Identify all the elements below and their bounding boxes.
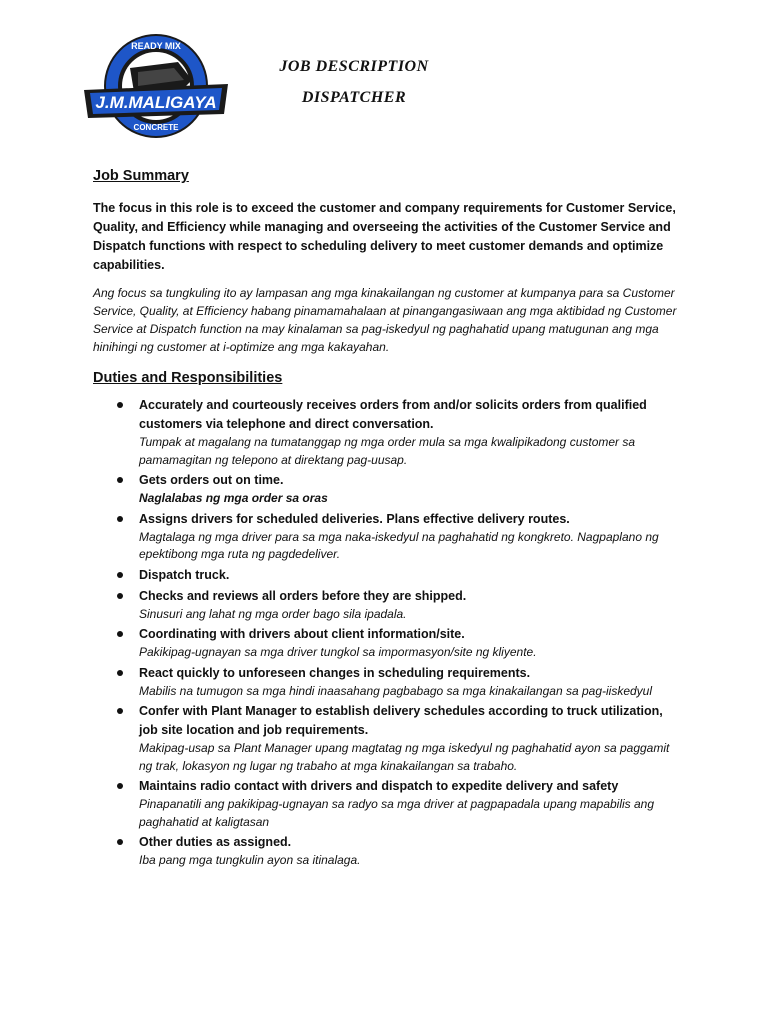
document-subtitle: DISPATCHER <box>301 89 407 106</box>
job-summary-english: The focus in this role is to exceed the customer and company requirements for Customer Service, Quality, and Efficiency while managing and overseeing the activities of the Customer Service and Dispatch functions with respect to scheduling delivery to meet customer demands and optimize capabilities. <box>93 201 676 272</box>
duty-item <box>93 702 683 775</box>
duty-tagalog: Mabilis na tumugon sa mga hindi inaasahang pagbabago sa mga kinakailangan sa pag-iiskedyul <box>139 683 653 698</box>
duties-heading: Duties and Responsibilities <box>93 370 283 386</box>
duty-item <box>93 625 683 662</box>
job-summary-heading: Job Summary <box>93 168 189 184</box>
duties-list <box>93 396 683 870</box>
document-header <box>244 58 464 107</box>
bullet-icon <box>117 477 123 483</box>
duty-english: Coordinating with drivers about client information/site. <box>139 627 465 641</box>
duty-tagalog: Tumpak at magalang na tumatanggap ng mga order mula sa mga kwalipikadong customer sa pamamagitan ng telepono at direktang pag-uusap. <box>139 435 636 467</box>
duty-item <box>93 587 683 624</box>
duty-english: Confer with Plant Manager to establish delivery schedules according to truck utilization, job site location and job requirements. <box>139 704 663 737</box>
bullet-icon <box>117 783 123 789</box>
duty-item <box>93 833 683 870</box>
duty-english: Dispatch truck. <box>139 567 230 582</box>
bullet-icon <box>117 572 123 578</box>
duty-english: React quickly to unforeseen changes in scheduling requirements. <box>139 665 531 680</box>
document-title: JOB DESCRIPTION <box>279 58 429 75</box>
duty-tagalog: Sinusuri ang lahat ng mga order bago sila ipadala. <box>139 606 407 621</box>
duty-english: Accurately and courteously receives orders from and/or solicits orders from qualified customers via telephone and direct conversation. <box>139 398 647 431</box>
duty-tagalog: Makipag-usap sa Plant Manager upang magtatag ng mga iskedyul ng paghahatid ayon sa paggamit ng trak, lokasyon ng lugar ng trabaho at mga kinakailangan sa trabaho. <box>139 741 670 773</box>
duty-tagalog: Pakikipag-ugnayan sa mga driver tungkol sa impormasyon/site ng kliyente. <box>139 645 537 659</box>
logo-brand-text: J.M.MALIGAYA <box>95 93 217 112</box>
bullet-icon <box>117 670 123 676</box>
document-body <box>93 168 683 872</box>
duty-item <box>93 566 683 585</box>
bullet-icon <box>117 631 123 637</box>
duty-english: Gets orders out on time. <box>139 473 284 487</box>
duty-english: Assigns drivers for scheduled deliveries. Plans effective delivery routes. <box>139 511 570 526</box>
duty-item <box>93 664 683 701</box>
duty-item <box>93 471 683 508</box>
duty-tagalog: Naglalabas ng mga order sa oras <box>139 491 328 505</box>
logo-bottom-text: CONCRETE <box>133 123 179 132</box>
job-summary-tagalog: Ang focus sa tungkuling ito ay lampasan ang mga kinakailangan ng customer at kumpanya para sa Customer Service, Quality, at Efficiency habang pinamamahalaan at pinangangasiwaan ang mga aktibidad ng Customer Service at Dispatch function na may kinalaman sa pag-iskedyul ng paghahatid upang matugunan ang mga hinihingi ng customer at i-optimize ang mga kakayahan. <box>93 286 677 354</box>
duty-english: Other duties as assigned. <box>139 835 292 849</box>
duty-tagalog: Pinapanatili ang pakikipag-ugnayan sa radyo sa mga driver at pagpapadala upang mapabilis ang paghahatid at kaligtasan <box>139 797 655 829</box>
bullet-icon <box>117 839 123 845</box>
bullet-icon <box>117 516 123 522</box>
duty-tagalog: Iba pang mga tungkulin ayon sa itinalaga. <box>139 853 361 867</box>
bullet-icon <box>117 708 123 714</box>
company-logo <box>80 28 232 140</box>
duty-item <box>93 777 683 831</box>
duty-english: Maintains radio contact with drivers and dispatch to expedite delivery and safety <box>139 779 619 793</box>
duty-item <box>93 396 683 469</box>
duty-item <box>93 510 683 564</box>
duty-english: Checks and reviews all orders before they are shipped. <box>139 588 467 603</box>
duty-tagalog: Magtalaga ng mga driver para sa mga naka-iskedyul na paghahatid ng kongkreto. Nagpaplano ng epektibong mga ruta ng pagdedeliver. <box>139 529 659 561</box>
bullet-icon <box>117 593 123 599</box>
logo-top-text: READY MIX <box>131 41 181 51</box>
bullet-icon <box>117 402 123 408</box>
